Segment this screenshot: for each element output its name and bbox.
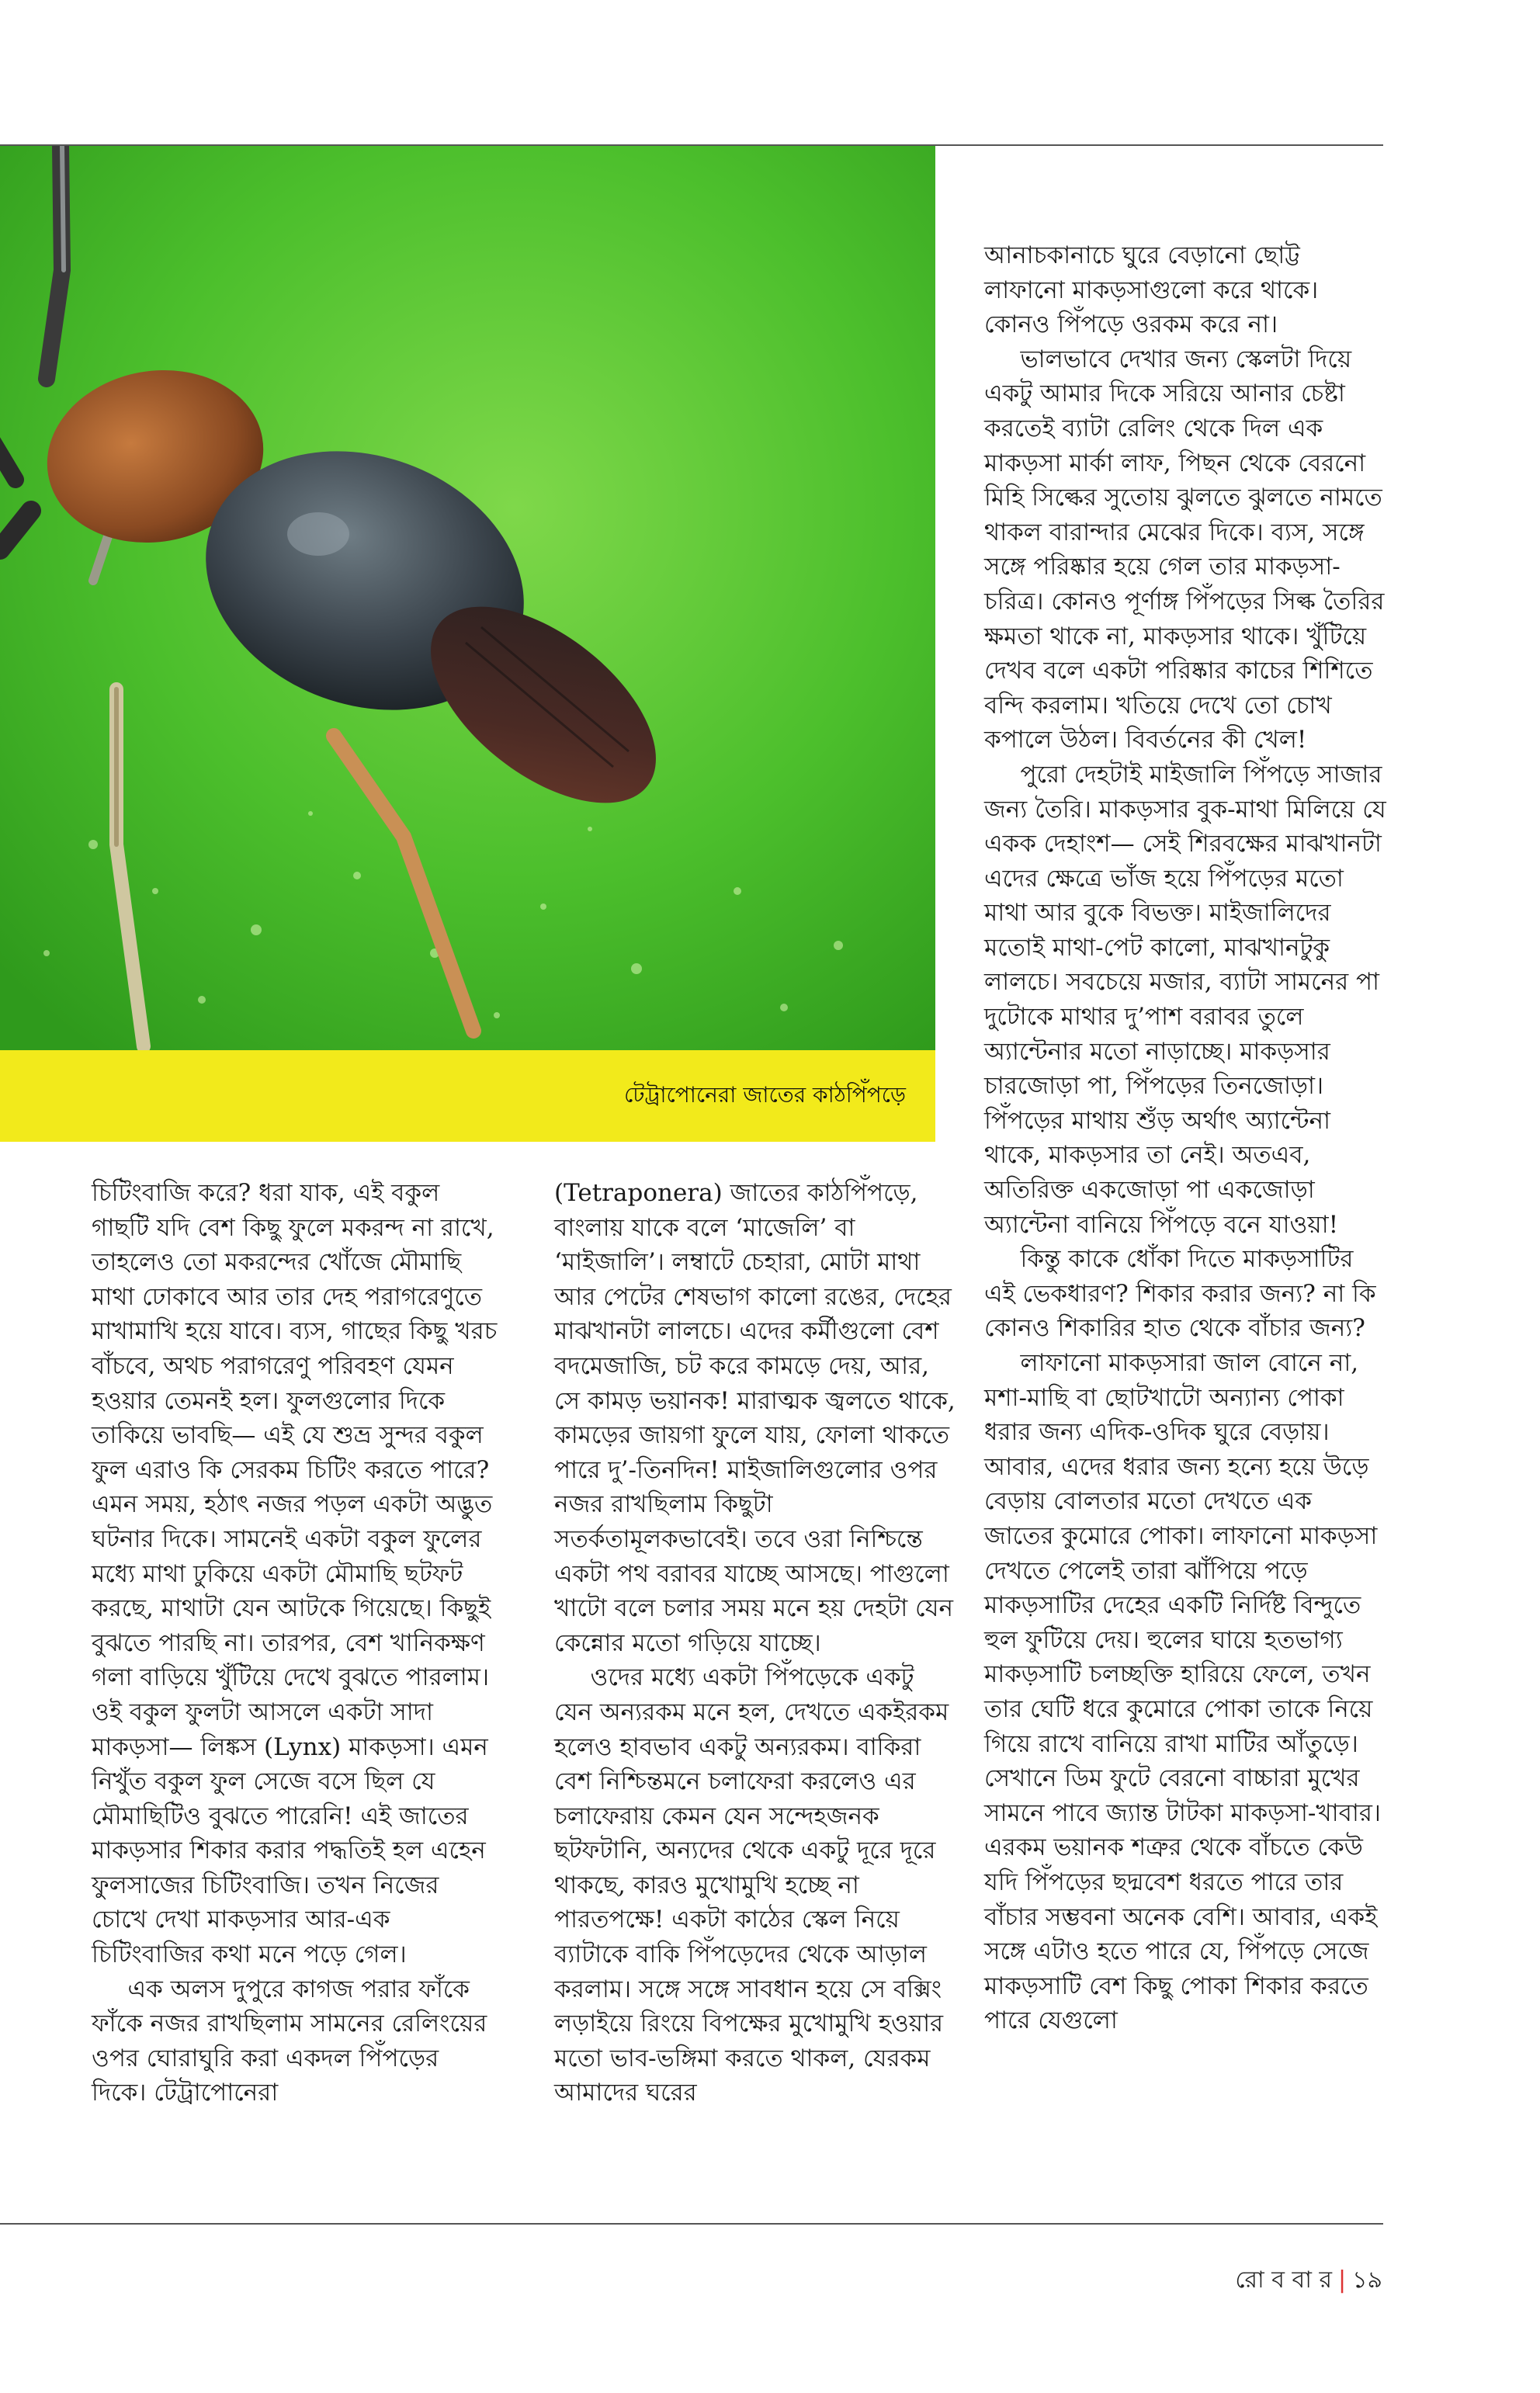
text-column-right <box>984 238 1388 2038</box>
page-number: ১৯ <box>1352 2266 1382 2294</box>
paragraph: লাফানো মাকড়সারা জাল বোনে না, মশা-মাছি বা ছোটখাটো অন্যান্য পোকা ধরার জন্য এদিক-ওদিক ঘুরে বেড়ায়। আবার, এদের ধরার জন্য হন্যে হয়ে উড়ে বেড়ায় বোলতার মতো দেখতে এক জাতের কুমোরে পোকা। লাফানো মাকড়সা দেখতে পেলেই তারা ঝাঁপিয়ে পড়ে মাকড়সাটির দেহের একটি নির্দিষ্ট বিন্দুতে হুল ফুটিয়ে দেয়। হুলের ঘায়ে হতভাগ্য মাকড়সাটি চলচ্ছক্তি হারিয়ে ফেলে, তখন তার ঘেটি ধরে কুমোরে পোকা তাকে নিয়ে গিয়ে রাখে বানিয়ে রাখা মাটির আঁতুড়ে। সেখানে ডিম ফুটে বেরনো বাচ্চারা মুখের সামনে পাবে জ্যান্ত টাটকা মাকড়সা-খাবার। এরকম ভয়ানক শত্রুর থেকে বাঁচতে কেউ যদি পিঁপড়ের ছদ্মবেশ ধরতে পারে তার বাঁচার সম্ভবনা অনেক বেশি। আবার, একই সঙ্গে এটাও হতে পারে যে, পিঁপড়ে সেজে মাকড়সাটি বেশ কিছু পোকা শিকার করতে পারে যেগুলো <box>984 1349 1382 2035</box>
spider-illustration <box>0 146 935 1050</box>
photo-caption: টেট্রাপোনেরা জাতের কাঠপিঁপড়ে <box>623 1082 906 1108</box>
magazine-name: রো ব বা র <box>1235 2266 1332 2294</box>
ant-mimic-spider-photo <box>0 146 935 1050</box>
paragraph: এক অলস দুপুরে কাগজ পরার ফাঁকে ফাঁকে নজর রাখছিলাম সামনের রেলিংয়ের ওপর ঘোরাঘুরি করা একদল পিঁপড়ের দিকে। টেট্রাপোনেরা <box>92 1975 487 2107</box>
head-highlight <box>287 512 349 556</box>
photo-caption-band <box>0 1050 935 1142</box>
paragraph: (Tetraponera) জাতের কাঠপিঁপড়ে, বাংলায় যাকে বলে ‘মাজেলি’ বা ‘মাইজালি’। লম্বাটে চেহারা, মোটা মাথা আর পেটের শেষভাগ কালো রঙের, দেহের মাঝখানটা লালচে। এদের কর্মীগুলো বেশ বদমেজাজি, চট করে কামড়ে দেয়, আর, সে কামড় ভয়ানক! মারাত্মক জ্বলতে থাকে, কামড়ের জায়গা ফুলে যায়, ফোলা থাকতে পারে দু’-তিনদিন! মাইজালিগুলোর ওপর নজর রাখছিলাম কিছুটা সতর্কতামূলকভাবেই। তবে ওরা নিশ্চিন্তে একটা পথ বরাবর যাচ্ছে আসছে। পাগুলো খাটো বলে চলার সময় মনে হয় দেহটা যেন কেন্নোর মতো গড়িয়ে যাচ্ছে। <box>554 1179 956 1657</box>
paragraph: চিটিংবাজি করে? ধরা যাক, এই বকুল গাছটি যদি বেশ কিছু ফুলে মকরন্দ না রাখে, তাহলেও তো মকরন্দের খোঁজে মৌমাছি মাথা ঢোকাবে আর তার দেহ পরাগরেণুতে মাখামাখি হয়ে যাবে। ব্যস, গাছের কিছু খরচ বাঁচবে, অথচ পরাগরেণু পরিবহণ যেমন হওয়ার তেমনই হল। ফুলগুলোর দিকে তাকিয়ে ভাবছি— এই যে শুভ্র সুন্দর বকুল ফুল এরাও কি সেরকম চিটিং করতে পারে? এমন সময়, হঠাৎ নজর পড়ল একটা অদ্ভুত ঘটনার দিকে। সামনেই একটা বকুল ফুলের মধ্যে মাথা ঢুকিয়ে একটা মৌমাছি ছটফট করছে, মাথাটা যেন আটকে গিয়েছে। কিছুই বুঝতে পারছি না। তারপর, বেশ খানিকক্ষণ গলা বাড়িয়ে খুঁটিয়ে দেখে বুঝতে পারলাম। ওই বকুল ফুলটা আসলে একটা সাদা মাকড়সা— লিঙ্কস (Lynx) মাকড়সা। এমন নিখুঁত বকুল ফুল সেজে বসে ছিল যে মৌমাছিটিও বুঝতে পারেনি! এই জাতের মাকড়সার শিকার করার পদ্ধতিই হল এহেন ফুলসাজের চিটিংবাজি। তখন নিজের চোখে দেখা মাকড়সার আর-এক চিটিংবাজির কথা মনে পড়ে গেল। <box>92 1179 498 1969</box>
paragraph: কিন্তু কাকে ধোঁকা দিতে মাকড়সাটির এই ভেকধারণ? শিকার করার জন্য? না কি কোনও শিকারির হাত থেকে বাঁচার জন্য? <box>984 1245 1376 1343</box>
text-column-left <box>92 1176 499 2110</box>
paragraph: ওদের মধ্যে একটা পিঁপড়েকে একটু যেন অন্যরকম মনে হল, দেখতে একইরকম হলেও হাবভাব একটু অন্যরকম। বাকিরা বেশ নিশ্চিন্তমনে চলাফেরা করলেও এর চলাফেরায় কেমন যেন সন্দেহজনক ছটফটানি, অন্যদের থেকে একটু দূরে দূরে থাকছে, কারও মুখোমুখি হচ্ছে না পারতপক্ষে! একটা কাঠের স্কেল নিয়ে ব্যাটাকে বাকি পিঁপড়েদের থেকে আড়াল করলাম। সঙ্গে সঙ্গে সাবধান হয়ে সে বক্সিং লড়াইয়ে রিংয়ে বিপক্ষের মুখোমুখি হওয়ার মতো ভাব-ভঙ্গিমা করতে থাকল, যেরকম আমাদের ঘরের <box>554 1663 949 2107</box>
page-footer <box>1235 2261 1382 2301</box>
bottom-rule <box>0 2223 1383 2225</box>
paragraph: আনাচকানাচে ঘুরে বেড়ানো ছোট্ট লাফানো মাকড়সাগুলো করে থাকে। কোনও পিঁপড়ে ওরকম করে না। <box>984 241 1319 339</box>
paragraph: ভালভাবে দেখার জন্য স্কেলটা দিয়ে একটু আমার দিকে সরিয়ে আনার চেষ্টা করতেই ব্যাটা রেলিং থেকে দিল এক মাকড়সা মার্কা লাফ, পিছন থেকে বেরনো মিহি সিল্কের সুতোয় ঝুলতে ঝুলতে নামতে থাকল বারান্দার মেঝের দিকে। ব্যস, সঙ্গে সঙ্গে পরিষ্কার হয়ে গেল তার মাকড়সা-চরিত্র। কোনও পূর্ণাঙ্গ পিঁপড়ের সিল্ক তৈরির ক্ষমতা থাকে না, মাকড়সার থাকে। খুঁটিয়ে দেখব বলে একটা পরিষ্কার কাচের শিশিতে বন্দি করলাম। খতিয়ে দেখে তো চোখ কপালে উঠল। বিবর্তনের কী খেল! <box>984 345 1385 754</box>
text-column-middle <box>554 1176 958 2110</box>
paragraph: পুরো দেহটাই মাইজালি পিঁপড়ে সাজার জন্য তৈরি। মাকড়সার বুক-মাথা মিলিয়ে যে একক দেহাংশ— সেই শিরবক্ষের মাঝখানটা এদের ক্ষেত্রে ভাঁজ হয়ে পিঁপড়ের মতো মাথা আর বুকে বিভক্ত। মাইজালিদের মতোই মাথা-পেট কালো, মাঝখানটুকু লালচে। সবচেয়ে মজার, ব্যাটা সামনের পা দুটোকে মাথার দু’পাশ বরাবর তুলে অ্যান্টেনার মতো নাড়াচ্ছে। মাকড়সার চারজোড়া পা, পিঁপড়ের তিনজোড়া। পিঁপড়ের মাথায় শুঁড় অর্থাৎ অ্যান্টেনা থাকে, মাকড়সার তা নেই। অতএব, অতিরিক্ত একজোড়া পা একজোড়া অ্যান্টেনা বানিয়ে পিঁপড়ে বনে যাওয়া! <box>984 760 1386 1239</box>
footer-separator: | <box>1337 2266 1347 2294</box>
